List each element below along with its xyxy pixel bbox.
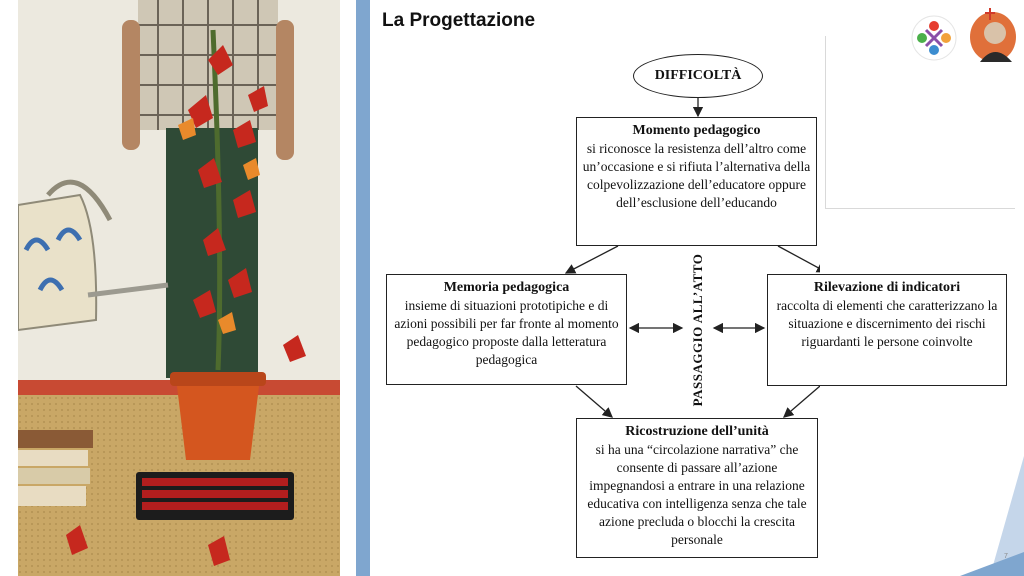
start-node: DIFFICOLTÀ <box>633 54 763 98</box>
page-number: 7 <box>1004 553 1008 560</box>
node-body: si riconosce la resistenza dell’altro come un’occasione e si rifiuta l’alternativa della colpevolizzazione dell’educatore oppure dell’esclusione dell’educando <box>582 141 811 210</box>
node-title: Memoria pedagogica <box>443 280 570 295</box>
accent-bar <box>356 0 370 576</box>
node-momento-pedagogico <box>576 117 817 246</box>
node-rilevazione-indicatori <box>767 274 1007 386</box>
node-body: insieme di situazioni prototipiche e di azioni possibili per far fronte al momento pedagogico proposte dalla letteratura pedagogica <box>394 298 619 367</box>
node-ricostruzione-unita <box>576 418 818 558</box>
divider-horizontal <box>825 208 1015 209</box>
watering-plant-photo-icon <box>18 0 340 576</box>
page-title: La Progettazione <box>382 10 536 31</box>
node-body: si ha una “circolazione narrativa” che consente di passare all’azione impegnandosi a entrare in una relazione educativa con intelligenza senza che tale azione precluda o blocchi la crescita personale <box>587 442 807 547</box>
node-title: Ricostruzione dell’unità <box>625 424 769 439</box>
node-body: raccolta di elementi che caratterizzano la situazione e discernimento dei rischi riguardanti le persone coinvolte <box>776 298 998 349</box>
node-title: Momento pedagogico <box>632 123 761 138</box>
flow-diagram <box>380 36 998 566</box>
divider-vertical <box>825 36 826 208</box>
photo-panel <box>18 0 340 576</box>
portrait-logo-icon <box>968 6 1018 64</box>
node-title: Rilevazione di indicatori <box>813 280 961 295</box>
center-label: PASSAGGIO ALL’ATTO <box>690 253 705 407</box>
diocese-logo-icon <box>910 14 958 62</box>
corner-decoration <box>850 452 1024 576</box>
node-memoria-pedagogica <box>386 274 627 385</box>
